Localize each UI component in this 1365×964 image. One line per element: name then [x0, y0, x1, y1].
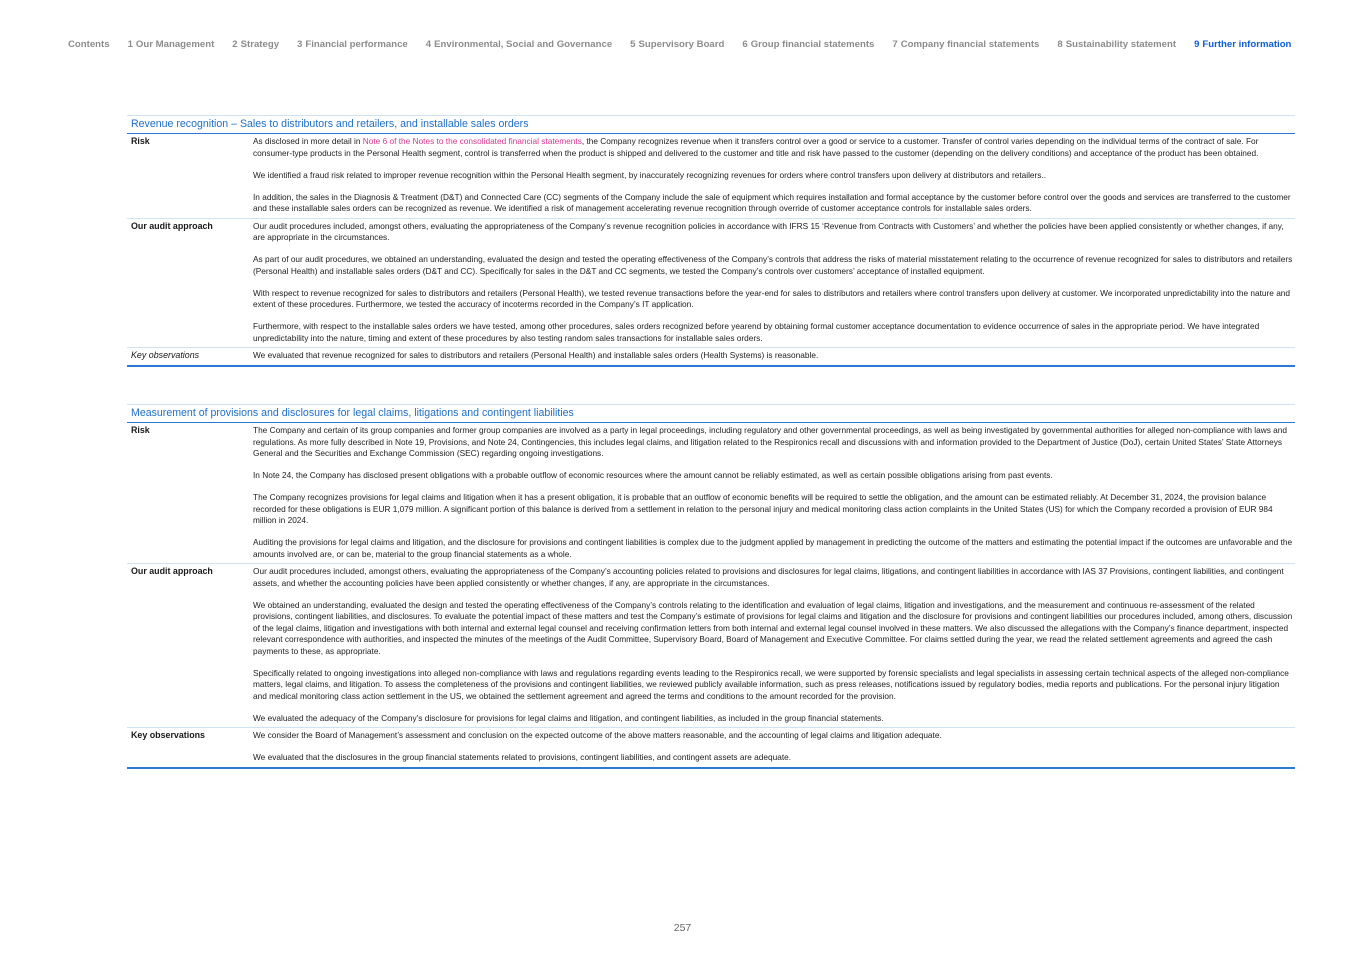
paragraph: In addition, the sales in the Diagnosis & Treatment (D&T) and Connected Care (CC) segments of the Company include the sale of equipment which requires installation and formal acceptance by the customer before control over the goods and services are transferred to the customer and these installable sales orders can be recognized as revenue. We identified a risk of management accelerating revenue recognition through override of customer acceptance controls for installable sales orders.: [253, 191, 1291, 213]
nav-item-number: 7: [892, 39, 898, 50]
paragraph: With respect to revenue recognized for sales to distributors and retailers (Personal Health), we tested revenue transactions before the year-end for sales to distributors and retailers where control transfers upon delivery at customer. We incorporated unpredictability into the nature and extent of these procedures. Furthermore, we tested the accuracy of incoterms recorded in the Company’s IT application.: [253, 287, 1291, 309]
row-label: Risk: [131, 136, 150, 146]
paragraph: Furthermore, with respect to the installable sales orders we have tested, among other procedures, sales orders recognized before yearend by obtaining formal customer acceptance documentation to evidence occurrence of sales in the appropriate period. We have integrated unpredictability into the nature, timing and extent of these procedures by also testing random sales transactions for installable sales orders.: [253, 321, 1260, 343]
paragraph: The Company and certain of its group companies and former group companies are involved as a party in legal proceedings, including regulatory and other governmental proceedings, as well as being investigated by governmental authorities for alleged non-compliance with laws and regulations. As more fully described in Note 19, Provisions, and Note 24, Contingencies, this includes legal claims, and litigation related to the Respironics recall and discussions with and information provided to the Department of Justice (DoJ), certain United States’ State Attorneys General and the Securities and Exchange Commission (SEC) regarding ongoing investigations.: [253, 425, 1288, 458]
key-observations-row: [127, 728, 1295, 769]
nav-item-label: Supervisory Board: [638, 39, 725, 50]
nav-item-sustainability-statement[interactable]: [1057, 39, 1176, 50]
nav-item-label: Our Management: [135, 39, 215, 50]
paragraph: We consider the Board of Management’s assessment and conclusion on the expected outcome of the above matters reasonable, and the accounting of legal claims and litigation adequate.: [253, 730, 942, 740]
page-number: 257: [673, 922, 692, 934]
paragraph: We evaluated that the disclosures in the group financial statements related to provisions, contingent liabilities, and contingent assets are adequate.: [253, 752, 792, 762]
nav-item-label: Group financial statements: [750, 39, 875, 50]
nav-item-our-management[interactable]: [128, 39, 215, 50]
nav-item-number: 2: [232, 39, 238, 50]
nav-item-number: 1: [127, 39, 133, 50]
paragraph: The Company recognizes provisions for legal claims and litigation when it has a present obligation, it is probable that an outflow of economic benefits will be required to settle the obligation, and the amount can be estimated reliably. At December 31, 2024, the provision balance recorded for these obligations is EUR 1,079 million. A significant portion of this balance is derived from a settlement in relation to the personal injury and medical monitoring class action complaints in the United States (US) for which the Company recorded a provision of EUR 984 million in 2024.: [253, 492, 1273, 525]
nav-item-number: 4: [425, 39, 432, 50]
row-label: Risk: [131, 425, 150, 435]
row-body: [253, 221, 1295, 345]
nav-item-label: Company financial statements: [900, 39, 1040, 50]
paragraph: [253, 136, 1293, 159]
paragraph-text: As disclosed in more detail in: [253, 136, 363, 146]
nav-item-strategy[interactable]: [232, 39, 279, 50]
section-legal-claims-provisions: [127, 404, 1295, 769]
paragraph-text: , the Company recognizes revenue when it transfers control over a good or service to a customer. Transfer of control varies depending on the individual terms of the contract of sale. For consumer-type products in the Personal Health segment, control is transferred when the product is shipped and delivered to the customer and title and risk have passed to the customer (depending on the delivery conditions) and acceptance of the product has been obtained.: [253, 136, 1259, 158]
nav-item-number: 8: [1057, 39, 1063, 50]
paragraph: We obtained an understanding, evaluated the design and tested the operating effectiveness of the Company’s controls relating to the identification and evaluation of legal claims, litigation and investigations, and the measurement and continuous re-assessment of the related provisions, contingent liabilities, and disclosures. To evaluate the potential impact of these matters and test the Company’s estimate of provisions for legal claims and litigation and the disclosure for provisions and contingent liabilities our procedures included, among others, discussion of the legal claims, litigation and investigations with both internal and external legal counsel and receiving confirmation letters from both internal and external legal counsel involved in these matters. We also discussed the allegations with the Company’s finance department, inspected relevant correspondence with authorities, and inspected the minutes of the meetings of the Audit Committee, Supervisory Board, Board of Management and Executive Committee. For claims settled during the year, we read the related settlement agreements and agreed the cash payments to these, as appropriate.: [253, 599, 1293, 656]
audit-approach-row: [127, 219, 1295, 349]
nav-item-number: 3: [297, 39, 303, 50]
nav-item-label: Further information: [1202, 39, 1292, 50]
risk-row: [127, 134, 1295, 219]
row-body: [253, 566, 1295, 724]
nav-contents[interactable]: Contents: [68, 39, 110, 50]
nav-item-number: 5: [630, 39, 636, 50]
paragraph: In Note 24, the Company has disclosed present obligations with a probable outflow of economic resources where the amount cannot be reliably estimated, as well as certain possible obligations arising from past events.: [253, 470, 1053, 480]
row-body: [253, 425, 1295, 560]
nav-item-company-financial-statements[interactable]: [892, 39, 1039, 50]
note-6-link[interactable]: Note 6 of the Notes to the consolidated financial statements: [362, 136, 582, 146]
risk-row: [127, 423, 1295, 564]
row-label: Key observations: [131, 730, 205, 740]
nav-item-further-information[interactable]: [1194, 39, 1291, 50]
paragraph: Specifically related to ongoing investigations into alleged non-compliance with laws and regulations regarding events leading to the Respironics recall, we were supported by forensic specialists and legal specialists in assessing certain technical aspects of the alleged non-compliance matters, legal claims, and litigation. To assess the completeness of the provisions and contingent liabilities, we reviewed publicly available information, such as press releases, notifications issued by regulatory bodies, media reports and publications. For the personal injury litigation and medical monitoring class action settlement in the US, we obtained the settlement agreement and agreed the terms and conditions to the amount recorded for the provision.: [253, 667, 1289, 701]
row-label: Key observations: [131, 350, 200, 360]
row-label: Our audit approach: [131, 220, 213, 231]
nav-item-number: 6: [742, 39, 748, 50]
nav-item-number: 9: [1194, 39, 1200, 50]
audit-approach-row: [127, 564, 1295, 728]
paragraph: As part of our audit procedures, we obtained an understanding, evaluated the design and tested the operating effectiveness of the Company’s controls that address the risks of material misstatement relating to the occurrence of revenue recognized for sales to distributors and retailers (Personal Health) and installable sales orders (D&T and CC). Specifically for sales in the D&T and CC segments, we tested the Company’s controls over customers’ acceptance of installed equipment.: [253, 254, 1293, 276]
row-body: [253, 730, 1295, 764]
row-body: [253, 136, 1295, 215]
paragraph: Auditing the provisions for legal claims and litigation, and the disclosure for provisions and contingent liabilities is complex due to the judgment applied by management in predicting the outcome of the matters and estimating the potential impact if the outcomes are unfavorable and the amounts involved are, or can be, material to the group financial statements as a whole.: [253, 537, 1293, 559]
nav-item-label: Sustainability statement: [1065, 39, 1177, 50]
paragraph: We identified a fraud risk related to improper revenue recognition within the Personal Health segment, by inaccurately recognizing revenues for orders where control transfers upon delivery at distributors and retailers..: [253, 169, 1047, 180]
nav-item-supervisory-board[interactable]: [630, 39, 724, 50]
row-body: [253, 350, 1295, 362]
nav-item-label: Environmental, Social and Governance: [434, 39, 613, 50]
section-revenue-recognition: [127, 115, 1295, 367]
section-title: Revenue recognition – Sales to distributors and retailers, and installable sales orders: [127, 115, 1295, 134]
paragraph: We evaluated that revenue recognized for sales to distributors and retailers (Personal Health) and installable sales orders (Health Systems) is reasonable.: [253, 350, 819, 360]
top-navigation: [68, 39, 1325, 50]
nav-item-financial-performance[interactable]: [297, 39, 408, 50]
section-title: Measurement of provisions and disclosures for legal claims, litigations and contingent liabilities: [127, 404, 1295, 423]
nav-item-group-financial-statements[interactable]: [742, 39, 874, 50]
paragraph: We evaluated the adequacy of the Company’s disclosure for provisions for legal claims and litigation, and contingent liabilities, as included in the group financial statements.: [253, 712, 884, 723]
row-label: Our audit approach: [131, 566, 213, 576]
nav-item-label: Financial performance: [305, 39, 408, 50]
nav-item-esg[interactable]: [426, 39, 612, 50]
nav-item-label: Strategy: [240, 39, 280, 50]
paragraph: Our audit procedures included, amongst others, evaluating the appropriateness of the Company’s accounting policies related to provisions and disclosures for legal claims, litigations, and contingent liabilities in accordance with IAS 37 Provisions, contingent liabilities, and contingent assets, and whether the accounting policies have been applied consistently or whether changes, if any, are appropriate in the circumstances.: [253, 566, 1284, 588]
paragraph: Our audit procedures included, amongst others, evaluating the appropriateness of the Company’s revenue recognition policies in accordance with IFRS 15 ‘Revenue from Contracts with Customers’ and whether the policies have been applied consistently or whether changes, if any, are appropriate in the circumstances.: [253, 220, 1284, 242]
key-observations-row: [127, 348, 1295, 367]
